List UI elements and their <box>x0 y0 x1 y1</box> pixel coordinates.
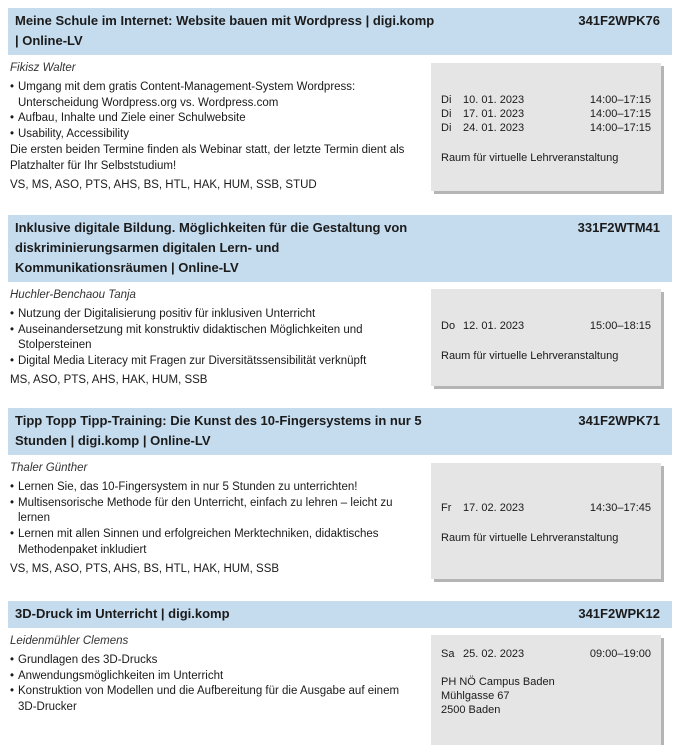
course-code: 341F2WPK12 <box>578 606 660 621</box>
lecturer-name: Huchler-Benchaou Tanja <box>10 289 136 301</box>
course-code: 341F2WPK71 <box>578 413 660 428</box>
date-row <box>441 647 651 661</box>
topic-item: • Konstruktion von Modellen und die Aufbereitung für die Ausgabe auf einem 3D-Drucker <box>10 684 415 716</box>
date: 25. 02. 2023 <box>463 648 525 660</box>
location: Raum für virtuelle Lehrveranstaltung <box>441 532 619 544</box>
topic-item: • Grundlagen des 3D-Drucks <box>10 653 415 669</box>
topic-item: • Anwendungsmöglichkeiten im Unterricht <box>10 669 415 685</box>
weekday: Fr <box>441 502 452 514</box>
schedule-box <box>431 63 661 191</box>
course-title: Tipp Topp Tipp-Training: Die Kunst des 10-Fingersystems in nur 5 Stunden | digi.komp | Online-LV <box>15 413 422 448</box>
location-street: Mühlgasse 67 <box>441 690 510 702</box>
topic-list <box>10 80 415 143</box>
weekday: Di <box>441 122 452 134</box>
schedule-box <box>431 289 661 386</box>
time: 09:00–19:00 <box>589 648 651 660</box>
weekday: Di <box>441 94 452 106</box>
date: 10. 01. 2023 <box>463 94 525 106</box>
course-code: 341F2WPK76 <box>578 13 660 28</box>
weekday: Do <box>441 320 456 332</box>
location-city: 2500 Baden <box>441 704 501 716</box>
location: Raum für virtuelle Lehrveranstaltung <box>441 350 619 362</box>
time: 14:00–17:15 <box>589 94 651 106</box>
schedule-box <box>431 463 661 579</box>
lecturer-name: Thaler Günther <box>10 462 88 474</box>
course-description <box>10 282 415 389</box>
topic-item: • Lernen Sie, das 10-Fingersystem in nur 5 Stunden zu unterrichten! <box>10 480 415 496</box>
course-card <box>8 408 672 575</box>
course-card <box>8 8 672 191</box>
course-card <box>8 215 672 386</box>
course-description <box>10 628 415 716</box>
date-row <box>441 121 651 135</box>
date: 17. 01. 2023 <box>463 108 525 120</box>
target-audience: MS, ASO, PTS, AHS, HAK, HUM, SSB <box>10 373 208 386</box>
location-name: PH NÖ Campus Baden <box>441 676 555 688</box>
weekday: Di <box>441 108 452 120</box>
topic-item: • Usability, Accessibility <box>10 127 415 143</box>
topic-list <box>10 480 415 559</box>
topic-item: • Auseinandersetzung mit konstruktiv didaktischen Möglichkeiten und Stolpersteinen <box>10 323 415 355</box>
weekday: Sa <box>441 648 455 660</box>
time: 14:00–17:15 <box>589 122 651 134</box>
time: 14:00–17:15 <box>589 108 651 120</box>
topic-item: • Lernen mit allen Sinnen und erfolgreichen Merktechniken, didaktisches Methodenpaket inkludiert <box>10 527 415 559</box>
course-note: Die ersten beiden Termine finden als Webinar statt, der letzte Termin dient als Platzhalter für Ihr Selbststudium! <box>10 143 405 172</box>
course-description <box>10 455 415 578</box>
date-row <box>441 93 651 107</box>
location: Raum für virtuelle Lehrveranstaltung <box>441 152 619 164</box>
date: 24. 01. 2023 <box>463 122 525 134</box>
topic-item: • Umgang mit dem gratis Content-Management-System Wordpress: Unterscheidung Wordpress.org vs. Wordpress.com <box>10 80 415 112</box>
lecturer-name: Fikisz Walter <box>10 62 76 74</box>
course-header <box>8 8 672 55</box>
topic-item: • Multisensorische Methode für den Unterricht, einfach zu lehren – leicht zu lernen <box>10 496 415 528</box>
course-description <box>10 55 415 193</box>
course-header <box>8 408 672 455</box>
date: 12. 01. 2023 <box>463 320 525 332</box>
lecturer-name: Leidenmühler Clemens <box>10 635 129 647</box>
course-header <box>8 601 672 628</box>
topic-list <box>10 307 415 370</box>
topic-item: • Nutzung der Digitalisierung positiv für inklusiven Unterricht <box>10 307 415 323</box>
date-row <box>441 501 651 515</box>
course-code: 331F2WTM41 <box>577 220 660 235</box>
time: 14:30–17:45 <box>589 502 651 514</box>
topic-list <box>10 653 415 716</box>
target-audience: VS, MS, ASO, PTS, AHS, BS, HTL, HAK, HUM, SSB, STUD <box>10 178 317 191</box>
course-title: Inklusive digitale Bildung. Möglichkeiten für die Gestaltung von diskriminierungsarmen digitalen Lern- und Kommunikationsräumen | Online-LV <box>15 220 408 275</box>
date: 17. 02. 2023 <box>463 502 525 514</box>
location <box>441 675 651 717</box>
date-row <box>441 107 651 121</box>
target-audience: VS, MS, ASO, PTS, AHS, BS, HTL, HAK, HUM, SSB <box>10 562 280 575</box>
time: 15:00–18:15 <box>589 320 651 332</box>
course-card <box>8 601 672 716</box>
date-row <box>441 319 651 333</box>
topic-item: • Digital Media Literacy mit Fragen zur Diversitätssensibilität verknüpft <box>10 354 415 370</box>
course-title: 3D-Druck im Unterricht | digi.komp <box>15 606 230 621</box>
course-title: Meine Schule im Internet: Website bauen mit Wordpress | digi.komp | Online-LV <box>15 13 435 48</box>
schedule-box <box>431 635 661 745</box>
topic-item: • Aufbau, Inhalte und Ziele einer Schulwebsite <box>10 111 415 127</box>
course-header <box>8 215 672 282</box>
